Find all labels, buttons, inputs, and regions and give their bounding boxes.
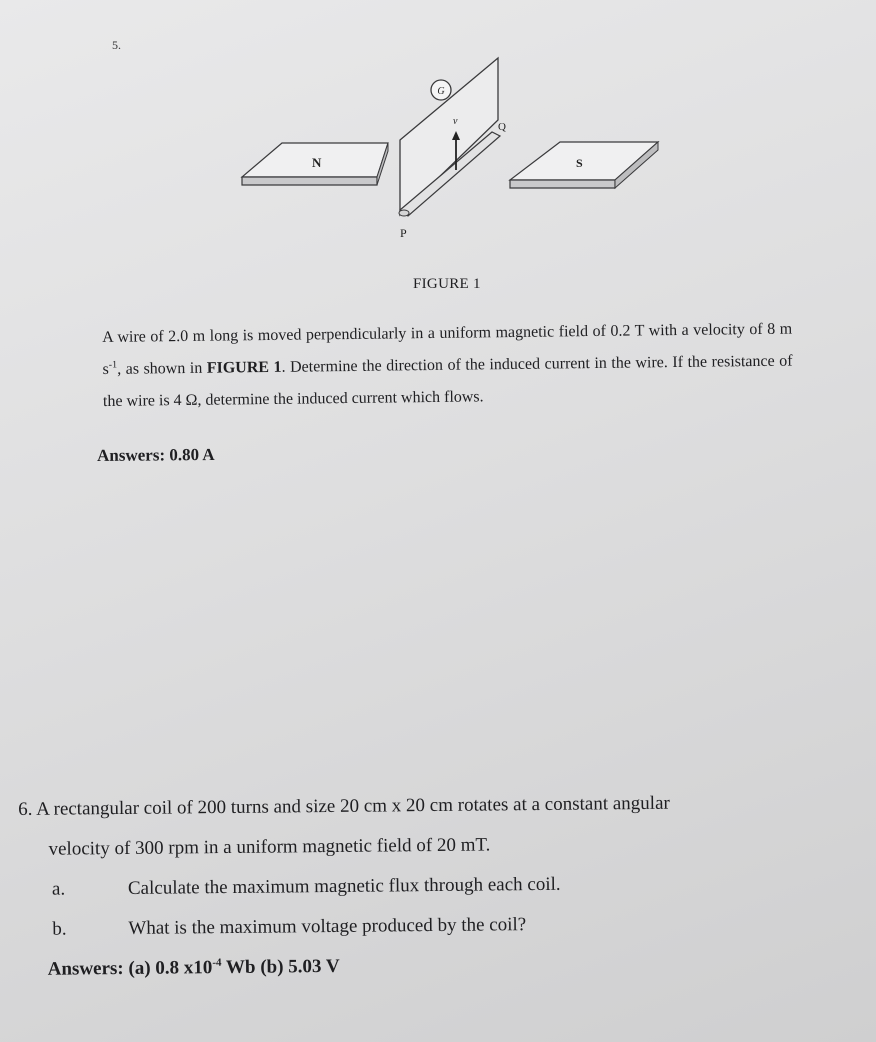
label-north: N xyxy=(312,155,322,170)
figure-caption: FIGURE 1 xyxy=(413,276,481,292)
south-magnet xyxy=(510,142,658,188)
label-point-p: P xyxy=(400,226,407,240)
answer-6-part2: Wb (b) 5.03 V xyxy=(221,955,340,979)
figure-1-diagram xyxy=(230,50,670,250)
answer-6-exponent: -4 xyxy=(212,956,222,969)
question-5-text xyxy=(102,314,793,418)
question-5-text-part2: , as shown in xyxy=(117,359,207,378)
part-b-text: What is the maximum voltage produced by the coil? xyxy=(128,914,527,939)
question-6 xyxy=(18,782,840,990)
question-6-answer xyxy=(20,942,840,990)
question-5-figure-reference: FIGURE 1 xyxy=(206,358,282,377)
question-5-text-part1: A wire of 2.0 m long is moved perpendicularly in a uniform magnetic field of 0.2 T with a velocity of 8 m s xyxy=(102,320,793,378)
part-a-text: Calculate the maximum magnetic flux through each coil. xyxy=(127,873,561,899)
question-6-line-2: velocity of 300 rpm in a uniform magnetic field of 20 mT. xyxy=(48,834,491,860)
answer-6-part1: Answers: (a) 0.8 x10 xyxy=(47,957,213,980)
question-6-line-1: 6. A rectangular coil of 200 turns and size 20 cm x 20 cm rotates at a constant angular xyxy=(18,792,670,820)
label-south: S xyxy=(576,156,583,170)
question-5-exponent: -1 xyxy=(108,359,118,371)
label-point-q: Q xyxy=(498,121,506,133)
question-5-number: 5. xyxy=(112,38,121,52)
label-galvanometer: G xyxy=(437,86,445,97)
label-velocity: v xyxy=(453,116,458,127)
rod-end-p xyxy=(399,210,409,216)
wire-frame-plane xyxy=(400,58,498,215)
part-b-label: b. xyxy=(52,918,67,940)
question-5-paragraph xyxy=(102,314,793,418)
question-5-answer: Answers: 0.80 A xyxy=(97,444,215,465)
question-5-text-part3: . Determine the direction of the induced current in the wire. If the resistance of the wire is 4 Ω, determine the induced current which flows. xyxy=(102,352,793,410)
part-a-label: a. xyxy=(51,878,66,900)
